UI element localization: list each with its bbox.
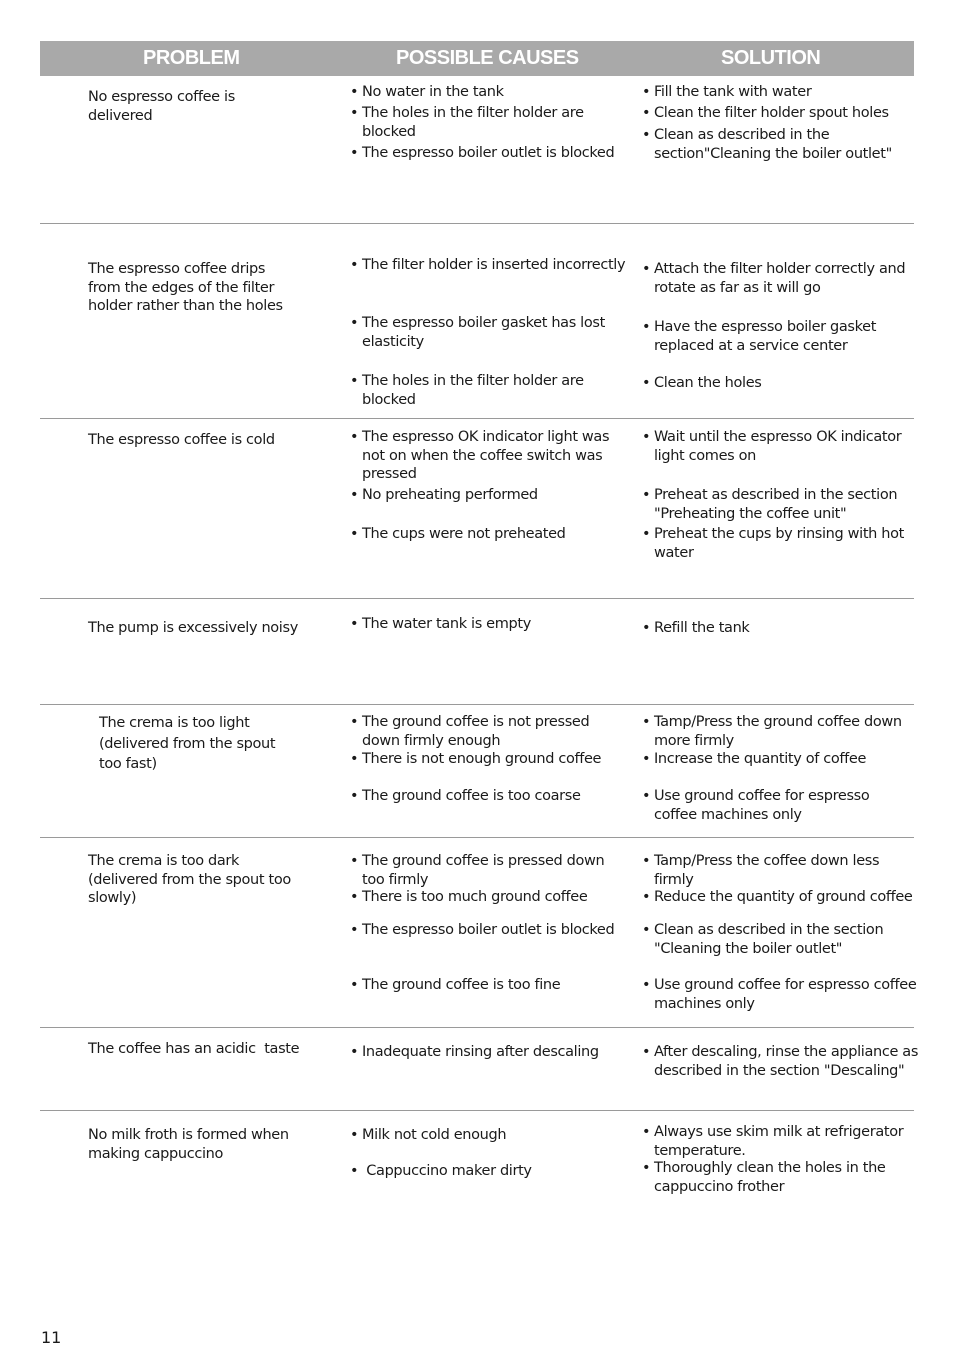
header-solution: SOLUTION [721, 47, 821, 69]
solution-item: • Have the espresso boiler gasket replaced at a service center [654, 318, 876, 355]
problem-cell: No espresso coffee is delivered [88, 89, 235, 124]
solution-item: • Use ground coffee for espresso coffee machines only [654, 976, 916, 1013]
page-number: 11 [41, 1328, 62, 1347]
row-divider [40, 1027, 914, 1028]
solution-item: • Tamp/Press the coffee down less firmly [654, 852, 879, 889]
cause-item: • The espresso boiler outlet is blocked [362, 921, 614, 940]
cause-item: • The water tank is empty [362, 615, 531, 634]
solution-item: • Use ground coffee for espresso coffee machines only [654, 787, 869, 824]
header-problem: PROBLEM [143, 47, 240, 69]
solution-item: • Increase the quantity of coffee [654, 750, 866, 769]
problem-cell: The espresso coffee is cold [88, 432, 275, 448]
cause-item: • The filter holder is inserted incorrectly [362, 256, 625, 275]
solution-item: • Clean as described in the section"Cleaning the boiler outlet" [654, 126, 892, 163]
cause-item: • Milk not cold enough [362, 1126, 506, 1145]
cause-item: • The ground coffee is too coarse [362, 787, 581, 806]
row-divider [40, 223, 914, 224]
cause-item: • There is not enough ground coffee [362, 750, 601, 769]
cause-item: • No preheating performed [362, 486, 538, 505]
problem-cell: The coffee has an acidic taste [88, 1041, 300, 1057]
cause-item: • The holes in the filter holder are blocked [362, 104, 584, 141]
cause-item: • The ground coffee is too fine [362, 976, 560, 995]
cause-item: • The espresso OK indicator light was not on when the coffee switch was pressed [362, 428, 609, 484]
solution-item: • Tamp/Press the ground coffee down more firmly [654, 713, 902, 750]
solution-item: • Thoroughly clean the holes in the cappuccino frother [654, 1159, 886, 1196]
problem-cell: The crema is too dark (delivered from the spout too slowly) [88, 853, 291, 906]
cause-item: • The holes in the filter holder are blocked [362, 372, 584, 409]
solution-item: • Attach the filter holder correctly and rotate as far as it will go [654, 260, 905, 297]
problem-cell: No milk froth is formed when making cappuccino [88, 1127, 289, 1162]
solution-item: • After descaling, rinse the appliance as described in the section "Descaling" [654, 1043, 918, 1080]
cause-item: • Inadequate rinsing after descaling [362, 1043, 599, 1062]
cause-item: • The ground coffee is pressed down too firmly [362, 852, 604, 889]
problem-cell: The crema is too light (delivered from the spout too fast) [99, 715, 276, 772]
solution-item: • Refill the tank [654, 619, 749, 638]
solution-item: • Fill the tank with water [654, 83, 811, 102]
cause-item: • The espresso boiler outlet is blocked [362, 144, 614, 163]
row-divider [40, 1110, 914, 1111]
cause-item: • The cups were not preheated [362, 525, 566, 544]
cause-item: • No water in the tank [362, 83, 504, 102]
cause-item: • There is too much ground coffee [362, 888, 587, 907]
solution-item: • Wait until the espresso OK indicator light comes on [654, 428, 901, 465]
solution-item: • Clean as described in the section "Cleaning the boiler outlet" [654, 921, 883, 958]
cause-item: • The espresso boiler gasket has lost elasticity [362, 314, 605, 351]
header-possible-causes: POSSIBLE CAUSES [396, 47, 579, 69]
solution-item: • Reduce the quantity of ground coffee [654, 888, 913, 907]
row-divider [40, 837, 914, 838]
solution-item: • Clean the holes [654, 374, 761, 393]
cause-item: • Cappuccino maker dirty [362, 1162, 532, 1181]
solution-item: • Preheat as described in the section "Preheating the coffee unit" [654, 486, 897, 523]
solution-item: • Clean the filter holder spout holes [654, 104, 889, 123]
solution-item: • Always use skim milk at refrigerator temperature. [654, 1123, 903, 1160]
cause-item: • The ground coffee is not pressed down firmly enough [362, 713, 589, 750]
row-divider [40, 418, 914, 419]
problem-cell: The pump is excessively noisy [88, 620, 298, 636]
solution-item: • Preheat the cups by rinsing with hot water [654, 525, 904, 562]
table-header [40, 41, 914, 76]
problem-cell: The espresso coffee drips from the edges of the filter holder rather than the holes [88, 261, 283, 314]
row-divider [40, 704, 914, 705]
row-divider [40, 598, 914, 599]
